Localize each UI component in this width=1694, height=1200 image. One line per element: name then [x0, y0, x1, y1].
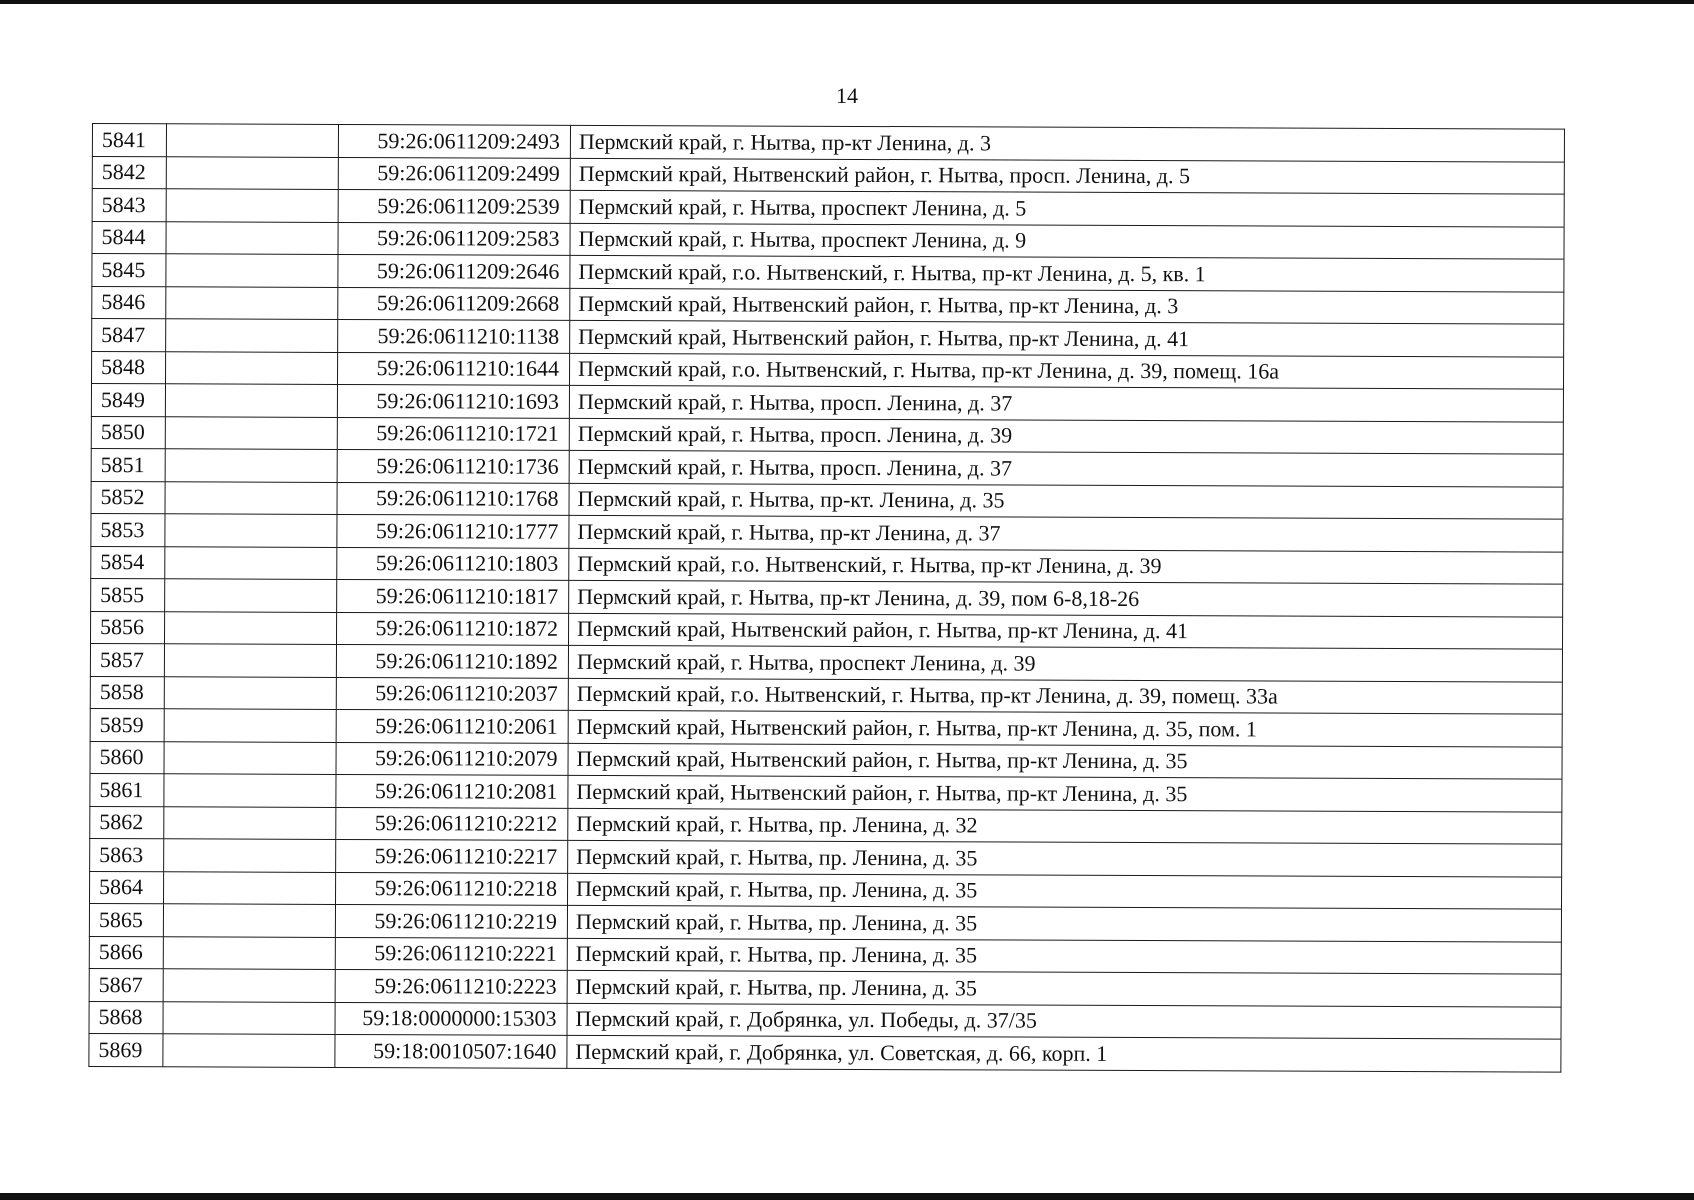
row-number-cell: 5852: [91, 481, 165, 514]
cadastral-number-cell: 59:26:0611210:2223: [335, 969, 567, 1002]
empty-cell: [165, 514, 337, 547]
address-cell: Пермский край, г. Нытва, пр-кт Ленина, д. 39, пом 6-8,18-26: [569, 580, 1563, 616]
address-cell: Пермский край, г. Нытва, просп. Ленина, д. 37: [569, 385, 1563, 421]
address-cell: Пермский край, г.о. Нытвенский, г. Нытва, пр-кт Ленина, д. 39, помещ. 16а: [569, 353, 1563, 389]
address-cell: Пермский край, Нытвенский район, г. Нытва, просп. Ленина, д. 5: [570, 158, 1564, 194]
cadastral-number-cell: 59:26:0611210:1644: [337, 352, 569, 385]
empty-cell: [166, 319, 338, 352]
cadastral-number-cell: 59:26:0611209:2646: [338, 254, 570, 287]
page-number: 14: [836, 83, 858, 108]
empty-cell: [164, 676, 336, 709]
empty-cell: [163, 904, 335, 937]
row-number-cell: 5847: [92, 319, 166, 352]
row-number-cell: 5861: [90, 773, 164, 806]
empty-cell: [164, 644, 336, 677]
address-cell: Пермский край, г. Нытва, пр. Ленина, д. 35: [567, 905, 1561, 941]
empty-cell: [165, 449, 337, 482]
row-number-cell: 5867: [89, 968, 163, 1001]
cadastral-number-cell: 59:26:0611210:1721: [337, 417, 569, 450]
row-number-cell: 5853: [91, 513, 165, 546]
row-number-cell: 5866: [89, 936, 163, 969]
row-number-cell: 5863: [90, 838, 164, 871]
row-number-cell: 5868: [89, 1001, 163, 1034]
cadastral-number-cell: 59:26:0611210:1736: [337, 449, 569, 482]
address-cell: Пермский край, Нытвенский район, г. Нытва, пр-кт Ленина, д. 41: [570, 320, 1564, 356]
cadastral-number-cell: 59:26:0611210:1817: [337, 579, 569, 612]
address-cell: Пермский край, г. Нытва, пр. Ленина, д. 32: [568, 808, 1562, 844]
empty-cell: [166, 156, 338, 189]
address-cell: Пермский край, г. Нытва, проспект Ленина, д. 39: [568, 645, 1562, 681]
address-cell: Пермский край, г. Нытва, пр. Ленина, д. 35: [567, 938, 1561, 974]
address-cell: Пермский край, г.о. Нытвенский, г. Нытва, пр-кт Ленина, д. 39, помещ. 33а: [568, 678, 1562, 714]
scan-edge-top: [0, 0, 1694, 4]
cadastral-number-cell: 59:26:0611210:1693: [337, 384, 569, 417]
empty-cell: [165, 351, 337, 384]
empty-cell: [166, 189, 338, 222]
cadastral-number-cell: 59:26:0611210:1803: [337, 547, 569, 580]
cadastral-number-cell: 59:26:0611210:1138: [338, 319, 570, 352]
cadastral-number-cell: 59:26:0611210:2218: [336, 872, 568, 905]
cadastral-number-cell: 59:18:0000000:15303: [335, 1002, 567, 1035]
empty-cell: [164, 839, 336, 872]
row-number-cell: 5846: [92, 286, 166, 319]
property-register-table: [88, 123, 1565, 1072]
empty-cell: [164, 871, 336, 904]
row-number-cell: 5848: [91, 351, 165, 384]
row-number-cell: 5858: [90, 676, 164, 709]
cadastral-number-cell: 59:26:0611209:2583: [338, 222, 570, 255]
cadastral-number-cell: 59:26:0611210:2219: [335, 904, 567, 937]
cadastral-number-cell: 59:26:0611210:1872: [336, 612, 568, 645]
cadastral-number-cell: 59:26:0611210:2221: [335, 937, 567, 970]
row-number-cell: 5845: [92, 254, 166, 287]
address-cell: Пермский край, г. Нытва, проспект Ленина, д. 9: [570, 223, 1564, 259]
address-cell: Пермский край, г. Нытва, пр-кт. Ленина, д. 35: [569, 483, 1563, 519]
address-cell: Пермский край, г. Нытва, просп. Ленина, д. 39: [569, 418, 1563, 454]
row-number-cell: 5851: [91, 448, 165, 481]
cadastral-number-cell: 59:26:0611210:2081: [336, 774, 568, 807]
row-number-cell: 5844: [92, 221, 166, 254]
empty-cell: [165, 611, 337, 644]
address-cell: Пермский край, г. Нытва, пр. Ленина, д. 35: [567, 873, 1561, 909]
address-cell: Пермский край, г.о. Нытвенский, г. Нытва, пр-кт Ленина, д. 5, кв. 1: [570, 255, 1564, 291]
address-cell: Пермский край, г.о. Нытвенский, г. Нытва, пр-кт Ленина, д. 39: [569, 548, 1563, 584]
table-row: [89, 1033, 1561, 1071]
cadastral-number-cell: 59:26:0611210:1768: [337, 482, 569, 515]
register-body: [89, 124, 1565, 1072]
row-number-cell: 5856: [91, 611, 165, 644]
address-cell: Пермский край, г. Нытва, проспект Ленина, д. 5: [570, 190, 1564, 226]
cadastral-number-cell: 59:26:0611210:2212: [336, 807, 568, 840]
scan-edge-bottom: [0, 1193, 1694, 1200]
empty-cell: [166, 286, 338, 319]
row-number-cell: 5843: [92, 189, 166, 222]
empty-cell: [163, 1001, 335, 1034]
cadastral-number-cell: 59:26:0611209:2668: [338, 287, 570, 320]
row-number-cell: 5850: [91, 416, 165, 449]
row-number-cell: 5857: [90, 643, 164, 676]
row-number-cell: 5865: [89, 903, 163, 936]
cadastral-number-cell: 59:26:0611209:2499: [338, 157, 570, 190]
empty-cell: [165, 546, 337, 579]
cadastral-number-cell: 59:26:0611210:1892: [336, 644, 568, 677]
cadastral-number-cell: 59:26:0611210:2217: [336, 839, 568, 872]
empty-cell: [163, 969, 335, 1002]
address-cell: Пермский край, г. Нытва, пр-кт Ленина, д. 3: [570, 125, 1564, 161]
address-cell: Пермский край, г. Нытва, пр-кт Ленина, д. 37: [569, 515, 1563, 551]
address-cell: Пермский край, Нытвенский район, г. Нытва, пр-кт Ленина, д. 41: [568, 613, 1562, 649]
empty-cell: [165, 579, 337, 612]
empty-cell: [166, 124, 338, 157]
empty-cell: [164, 806, 336, 839]
row-number-cell: 5849: [91, 384, 165, 417]
row-number-cell: 5862: [90, 806, 164, 839]
address-cell: Пермский край, Нытвенский район, г. Нытва, пр-кт Ленина, д. 35: [568, 743, 1562, 779]
address-cell: Пермский край, г. Добрянка, ул. Победы, д. 37/35: [567, 1003, 1561, 1039]
cadastral-number-cell: 59:26:0611209:2539: [338, 189, 570, 222]
cadastral-number-cell: 59:26:0611210:2037: [336, 677, 568, 710]
cadastral-number-cell: 59:26:0611210:1777: [337, 514, 569, 547]
empty-cell: [164, 741, 336, 774]
empty-cell: [164, 774, 336, 807]
address-cell: Пермский край, г. Нытва, просп. Ленина, д. 37: [569, 450, 1563, 486]
empty-cell: [163, 1034, 335, 1067]
row-number-cell: 5842: [92, 156, 166, 189]
row-number-cell: 5855: [91, 578, 165, 611]
empty-cell: [164, 709, 336, 742]
address-cell: Пермский край, г. Нытва, пр. Ленина, д. 35: [568, 840, 1562, 876]
empty-cell: [163, 936, 335, 969]
row-number-cell: 5860: [90, 741, 164, 774]
address-cell: Пермский край, Нытвенский район, г. Нытва, пр-кт Ленина, д. 35, пом. 1: [568, 710, 1562, 746]
empty-cell: [165, 416, 337, 449]
address-cell: Пермский край, г. Нытва, пр. Ленина, д. 35: [567, 970, 1561, 1006]
row-number-cell: 5859: [90, 708, 164, 741]
empty-cell: [165, 481, 337, 514]
address-cell: Пермский край, Нытвенский район, г. Нытва, пр-кт Ленина, д. 35: [568, 775, 1562, 811]
cadastral-number-cell: 59:26:0611210:2079: [336, 742, 568, 775]
cadastral-number-cell: 59:26:0611210:2061: [336, 709, 568, 742]
row-number-cell: 5869: [89, 1033, 163, 1066]
cadastral-number-cell: 59:26:0611209:2493: [338, 124, 570, 157]
row-number-cell: 5841: [92, 124, 166, 157]
address-cell: Пермский край, г. Добрянка, ул. Советская, д. 66, корп. 1: [567, 1035, 1561, 1071]
row-number-cell: 5854: [91, 546, 165, 579]
empty-cell: [165, 384, 337, 417]
row-number-cell: 5864: [90, 871, 164, 904]
address-cell: Пермский край, Нытвенский район, г. Нытва, пр-кт Ленина, д. 3: [570, 288, 1564, 324]
empty-cell: [166, 221, 338, 254]
cadastral-number-cell: 59:18:0010507:1640: [335, 1034, 567, 1067]
empty-cell: [166, 254, 338, 287]
